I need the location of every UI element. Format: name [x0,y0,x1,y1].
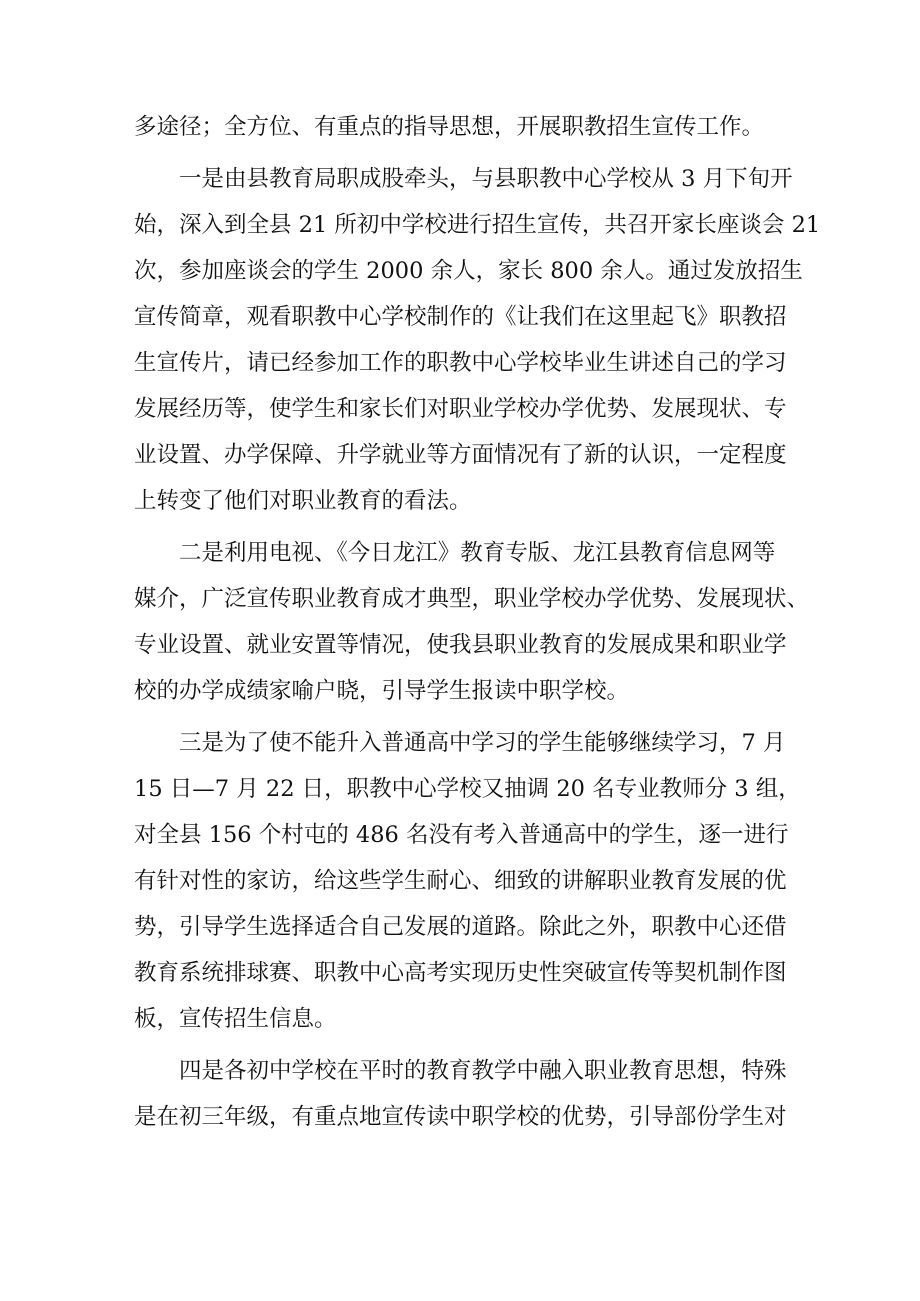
text-line: 四是各初中学校在平时的教育教学中融入职业教育思想，特殊 [179,1058,787,1084]
text-line: 有针对性的家访，给这些学生耐心、细致的讲解职业教育发展的优 [134,868,787,894]
text-line: 发展经历等，使学生和家长们对职业学校办学优势、发展现状、专 [134,396,787,422]
text-line: 校的办学成绩家喻户晓，引导学生报读中职学校。 [134,678,630,704]
document-body [134,104,821,1140]
text-line: 15 日—7 月 22 日，职教中心学校又抽调 20 名专业教师分 3 组， [134,776,801,802]
text-line: 媒介，广泛宣传职业教育成才典型，职业学校办学优势、发展现状、 [134,586,810,612]
text-line: 多途径；全方位、有重点的指导思想，开展职教招生宣传工作。 [134,114,765,140]
text-line: 生宣传片，请已经参加工作的职教中心学校毕业生讲述自己的学习 [134,350,787,376]
text-line: 宣传简章，观看职教中心学校制作的《让我们在这里起飞》职教招 [134,304,787,330]
text-line: 板，宣传招生信息。 [134,1006,337,1032]
text-line: 一是由县教育局职成股牵头，与县职教中心学校从 3 月下旬开 [179,166,793,192]
text-line: 上转变了他们对职业教育的看法。 [134,488,472,514]
paragraph [134,156,821,524]
paragraph [134,104,804,150]
text-line: 二是利用电视、《今日龙江》教育专版、龙江县教育信息网等 [179,540,776,566]
text-line: 对全县 156 个村屯的 486 名没有考入普通高中的学生，逐一进行 [134,822,789,848]
text-line: 业设置、办学保障、升学就业等方面情况有了新的认识，一定程度 [134,442,787,468]
text-line: 次，参加座谈会的学生 2000 余人，家长 800 余人。通过发放招生 [134,258,803,284]
paragraph [134,720,804,1042]
text-line: 专业设置、就业安置等情况，使我县职业教育的发展成果和职业学 [134,632,787,658]
text-line: 始，深入到全县 21 所初中学校进行招生宣传，共召开家长座谈会 21 [134,212,821,238]
text-line: 三是为了使不能升入普通高中学习的学生能够继续学习，7 月 [179,730,786,756]
text-line: 教育系统排球赛、职教中心高考实现历史性突破宣传等契机制作图 [134,960,787,986]
text-line: 势，引导学生选择适合自己发展的道路。除此之外，职教中心还借 [134,914,787,940]
text-line: 是在初三年级，有重点地宣传读中职学校的优势，引导部份学生对 [134,1104,787,1130]
paragraph [134,1048,804,1140]
paragraph [134,530,810,714]
